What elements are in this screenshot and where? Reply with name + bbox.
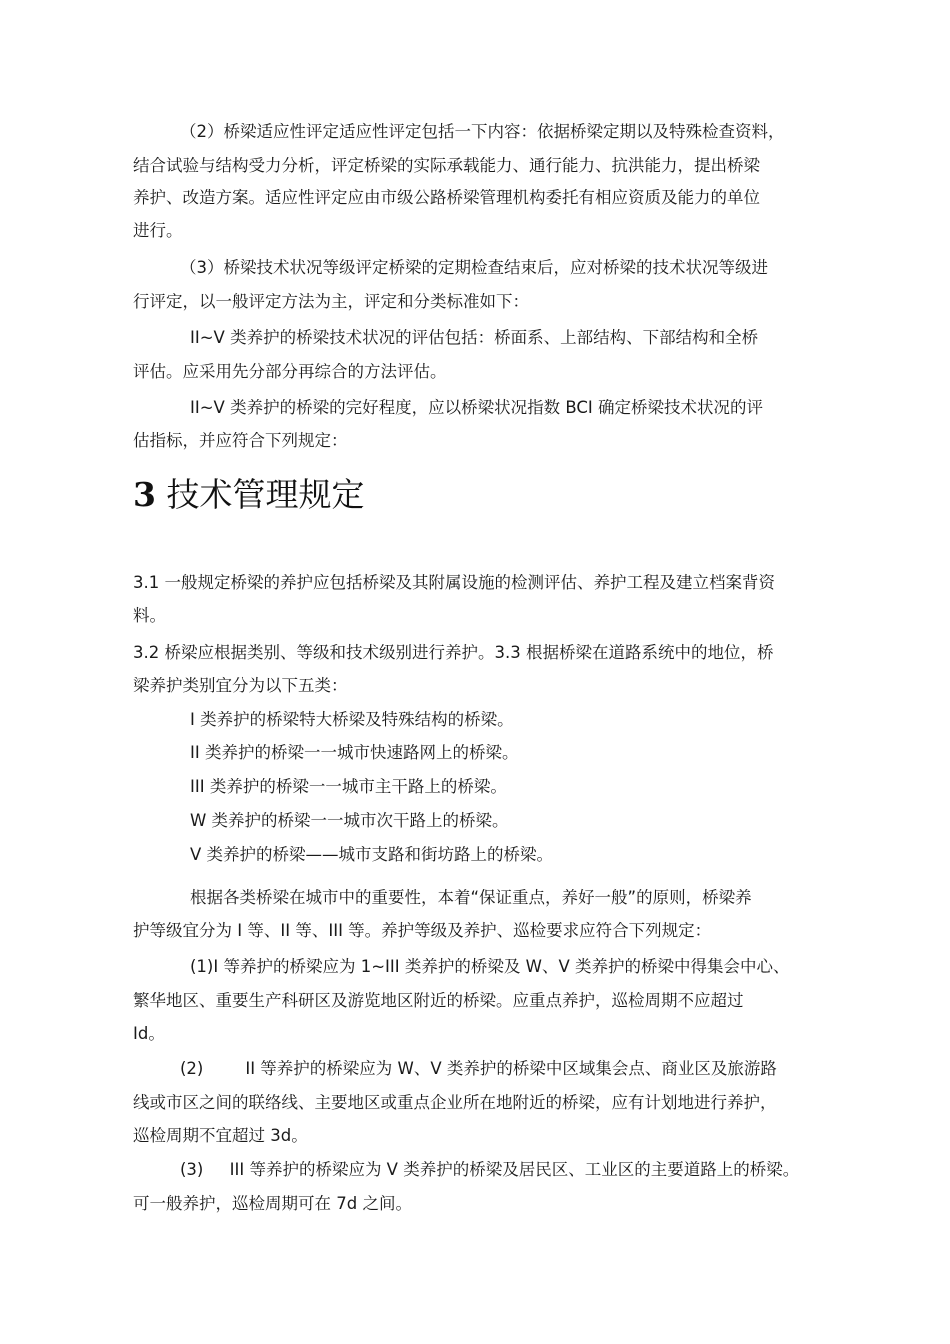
para-ii-v-1-line-2: 评估。应采用先分部分再综合的方法评估。: [133, 362, 447, 381]
para-ii-v-1-line-1: II~V 类养护的桥梁技术状况的评估包括：桥面系、上部结构、下部结构和全桥: [190, 328, 759, 347]
grade-3-line-2: 可一般养护，巡检周期可在 7d 之间。: [133, 1194, 412, 1213]
para-2-line-1: （2）桥梁适应性评定适应性评定包括一下内容：依据桥梁定期以及特殊检查资料，: [180, 122, 785, 141]
s32-line-2: 梁养护类别宜分为以下五类：: [133, 676, 348, 695]
para-ii-v-2-line-2: 估指标，并应符合下列规定：: [133, 431, 348, 450]
s32-line-1: 3.2 桥梁应根据类别、等级和技术级别进行养护。3.3 根据桥梁在道路系统中的地位，桥: [133, 643, 774, 662]
para-ii-v-2-line-1: II~V 类养护的桥梁的完好程度，应以桥梁状况指数 BCI 确定桥梁技术状况的评: [190, 398, 763, 417]
grade-2-line-2: 线或市区之间的联络线、主要地区或重点企业所在地附近的桥梁，应有计划地进行养护，: [133, 1093, 777, 1112]
section-title: 技术管理规定: [166, 475, 365, 514]
grade-2-line-3: 巡检周期不宜超过 3d。: [133, 1126, 308, 1145]
section-heading: [133, 473, 364, 517]
para-2-line-2: 结合试验与结构受力分析，评定桥梁的实际承载能力、通行能力、抗洪能力，提出桥梁: [133, 156, 760, 175]
para-2-line-4: 进行。: [133, 221, 183, 240]
grade-intro-line-2: 护等级宜分为 I 等、II 等、III 等。养护等级及养护、巡检要求应符合下列规定：: [133, 921, 712, 940]
s31-line-2: 料。: [133, 606, 166, 625]
grade-1-line-2: 繁华地区、重要生产科研区及游览地区附近的桥梁。应重点养护，巡检周期不应超过: [133, 991, 744, 1010]
grade-3-line-1: (3) III 等养护的桥梁应为 V 类养护的桥梁及居民区、工业区的主要道路上的桥梁。: [180, 1160, 800, 1179]
grade-2-line-1: (2) II 等养护的桥梁应为 W、V 类养护的桥梁中区域集会点、商业区及旅游路: [180, 1059, 777, 1078]
s31-line-1: 3.1 一般规定桥梁的养护应包括桥梁及其附属设施的检测评估、养护工程及建立档案背资: [133, 573, 775, 592]
category-item-4: W 类养护的桥梁一一城市次干路上的桥梁。: [190, 811, 509, 830]
grade-1-line-1: (1)I 等养护的桥梁应为 1~III 类养护的桥梁及 W、V 类养护的桥梁中得集会中心、: [190, 957, 790, 976]
section-number: 3: [133, 475, 156, 514]
category-item-1: I 类养护的桥梁特大桥梁及特殊结构的桥梁。: [190, 710, 514, 729]
grade-1-line-3: Id。: [133, 1024, 165, 1043]
category-item-2: II 类养护的桥梁一一城市快速路网上的桥梁。: [190, 743, 519, 762]
category-item-3: III 类养护的桥梁一一城市主干路上的桥梁。: [190, 777, 507, 796]
grade-intro-line-1: 根据各类桥梁在城市中的重要性，本着“保证重点，养好一般”的原则，桥梁养: [190, 888, 752, 907]
para-3-line-1: （3）桥梁技术状况等级评定桥梁的定期检查结束后，应对桥梁的技术状况等级进: [180, 258, 768, 277]
para-2-line-3: 养护、改造方案。适应性评定应由市级公路桥梁管理机构委托有相应资质及能力的单位: [133, 188, 760, 207]
para-3-line-2: 行评定，以一般评定方法为主，评定和分类标准如下：: [133, 292, 529, 311]
category-item-5: V 类养护的桥梁——城市支路和街坊路上的桥梁。: [190, 845, 554, 864]
